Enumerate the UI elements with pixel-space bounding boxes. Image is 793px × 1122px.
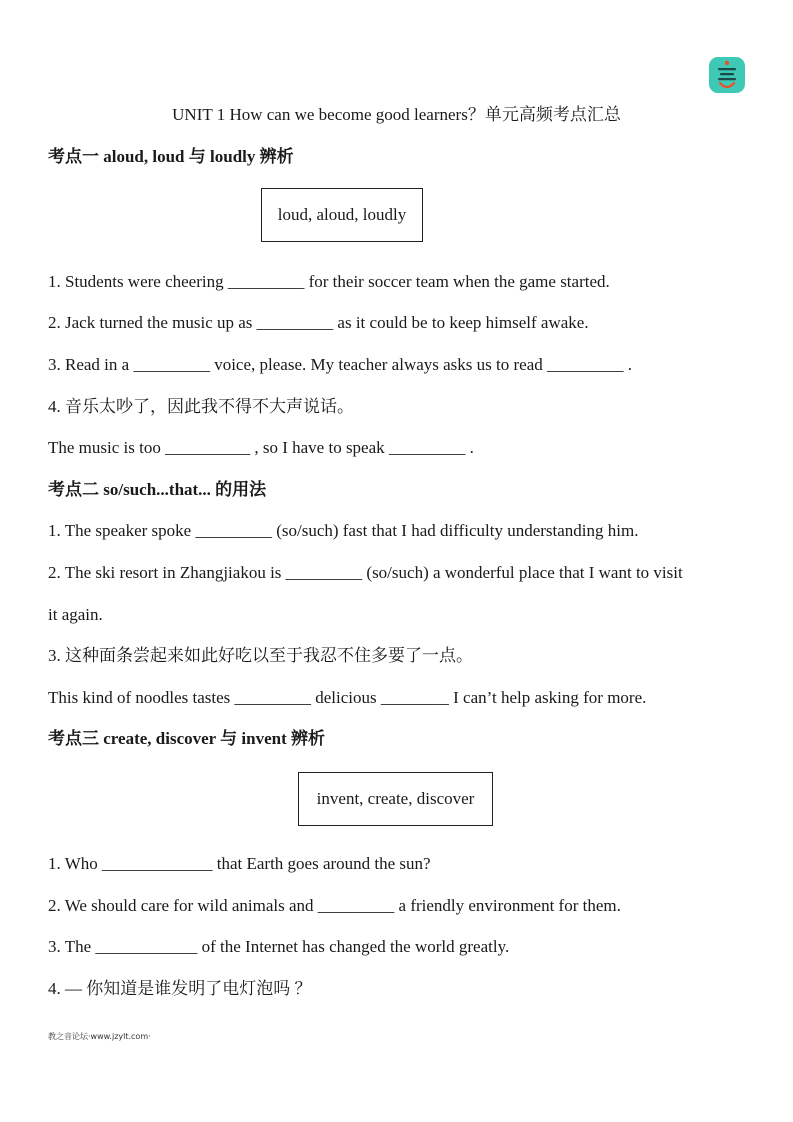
section-heading: 考点一 aloud, loud 与 loudly 辨析 <box>48 147 294 166</box>
exercise-line: 4. — 你知道是谁发明了电灯泡吗 ？ <box>48 979 312 998</box>
exercise-line: 1. Who _____________ that Earth goes around the sun? <box>48 854 431 873</box>
exercise-line: 1. Students were cheering _________ for their soccer team when the game started. <box>48 272 610 291</box>
exercise-line: 1. The speaker spoke _________ (so/such) fast that I had difficulty understanding him. <box>48 521 639 540</box>
word-box: loud, aloud, loudly <box>261 188 423 242</box>
logo-icon <box>709 57 745 93</box>
exercise-line: 3. Read in a _________ voice, please. My teacher always asks us to read _________ . <box>48 355 632 374</box>
exercise-line: 3. 这种面条尝起来如此好吃以至于我忍不住多要了一点。 <box>48 646 473 665</box>
section-heading: 考点二 so/such...that... 的用法 <box>48 480 267 499</box>
section-heading: 考点三 create, discover 与 invent 辨析 <box>48 729 325 748</box>
word-box: invent, create, discover <box>298 772 493 826</box>
page-title: UNIT 1 How can we become good learners？单元高频考点汇总 <box>172 105 621 124</box>
exercise-line: 2. The ski resort in Zhangjiakou is _________ (so/such) a wonderful place that I want to visit <box>48 563 683 582</box>
exercise-line: 2. We should care for wild animals and _________ a friendly environment for them. <box>48 896 621 915</box>
exercise-line: 4. 音乐太吵了，因此我不得不大声说话。 <box>48 397 354 416</box>
exercise-line: 2. Jack turned the music up as _________ as it could be to keep himself awake. <box>48 313 589 332</box>
exercise-line: 3. The ____________ of the Internet has changed the world greatly. <box>48 937 510 956</box>
exercise-line: This kind of noodles tastes _________ delicious ________ I can’t help asking for more. <box>48 688 647 707</box>
exercise-line: The music is too __________ , so I have to speak _________ . <box>48 438 474 457</box>
exercise-line: it again. <box>48 605 103 624</box>
footer-text: 教之音论坛·www.jzylt.com· <box>48 1032 151 1041</box>
